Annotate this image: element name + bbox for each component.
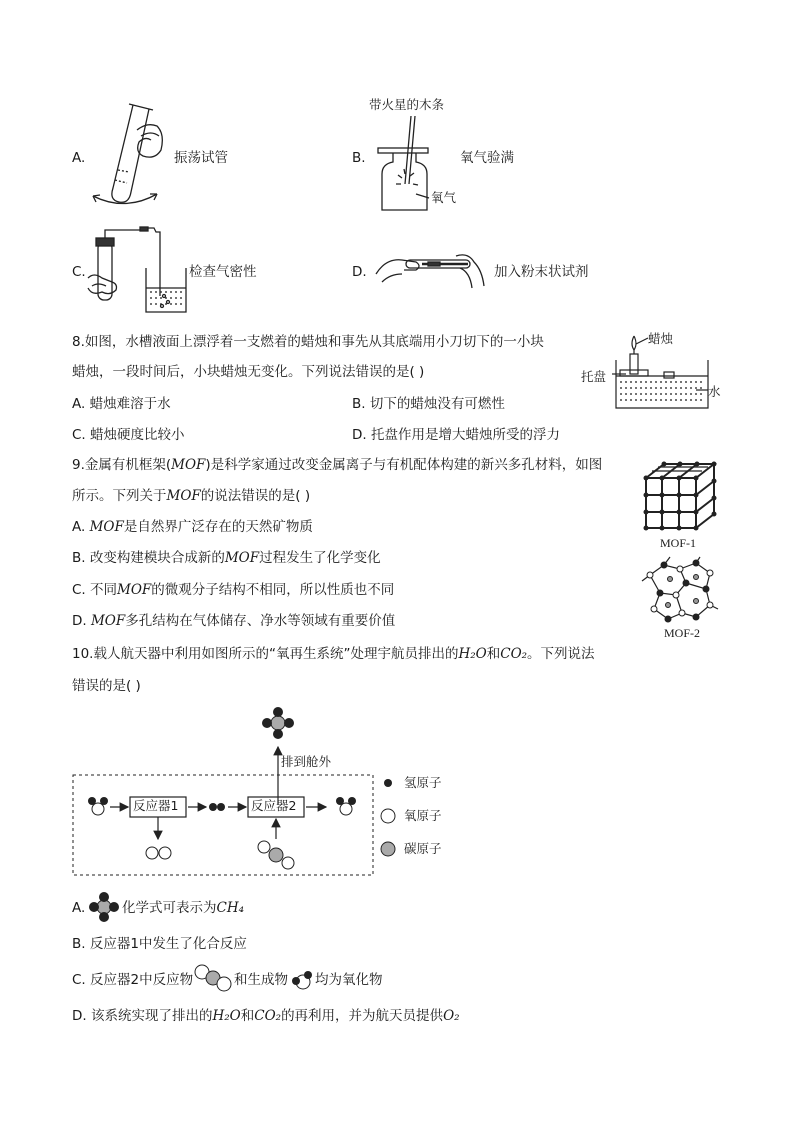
q10-stem-line1: 10.载人航天器中利用如图所示的“氧再生系统”处理宇航员排出的H₂O和CO₂。下列说法 [72,646,595,662]
water-label: 水 [708,384,721,399]
reactor-2-label: 反应器2 [251,798,297,813]
q8-option-a: A. 蜡烛难溶于水 [72,396,171,412]
q9-option-a: A. MOF是自然界广泛存在的天然矿物质 [72,519,313,535]
q8-stem-line2: 蜡烛，一段时间后，小块蜡烛无变化。下列说法错误的是( ) [72,364,425,380]
q10-option-b: B. 反应器1中发生了化合反应 [72,936,247,952]
q7-b-top-label: 带火星的木条 [369,97,445,112]
q7-option-c-letter: C. [72,264,86,280]
q9-option-c: C. 不同MOF的微观分子结构不相同，所以性质也不同 [72,582,395,598]
q9-stem-line1: 9.金属有机框架(MOF)是科学家通过改变金属离子与有机配体构建的新兴多孔材料，如图 [72,457,603,473]
q8-option-d: D. 托盘作用是增大蜡烛所受的浮力 [352,427,560,443]
q7-option-a-caption: 振荡试管 [174,150,228,166]
q10-option-c-end: 均为氧化物 [315,972,383,988]
q9-option-b: B. 改变构建模块合成新的MOF过程发生了化学变化 [72,550,381,566]
q9-stem-line2: 所示。下列关于MOF的说法错误的是( ) [72,488,311,504]
mof-1-label: MOF-1 [660,536,697,550]
candle-label: 蜡烛 [648,331,674,346]
airtightness-check-figure [88,226,198,320]
q7-option-b-letter: B. [352,150,366,166]
q10-option-a-text: 化学式可表示为CH₄ [122,900,245,916]
shake-test-tube-figure [85,100,170,212]
q7-option-d-caption: 加入粉末状试剂 [494,264,589,280]
q10-option-d: D. 该系统实现了排出的H₂O和CO₂的再利用，并为航天员提供O₂ [72,1008,460,1024]
q7-option-b-caption: 氧气验满 [460,150,514,166]
legend-hydrogen: 氢原子 [404,775,442,790]
carbon-dioxide-molecule-icon [194,964,234,992]
q10-option-a-letter: A. [72,900,86,916]
q7-option-a-letter: A. [72,150,86,166]
reactor-1-label: 反应器1 [133,798,179,813]
legend-carbon: 碳原子 [404,841,442,856]
q8-option-b: B. 切下的蜡烛没有可燃性 [352,396,505,412]
add-powder-figure [372,248,492,292]
legend-oxygen: 氧原子 [404,808,442,823]
q10-stem-line2: 错误的是( ) [72,678,141,694]
mof-2-label: MOF-2 [664,626,701,640]
q9-option-d: D. MOF多孔结构在气体储存、净水等领域有重要价值 [72,613,396,629]
q10-option-c-mid: 和生成物 [234,972,288,988]
q7-option-c-caption: 检查气密性 [189,264,257,280]
tray-label: 托盘 [581,369,607,384]
mof-1-lattice-figure [640,460,720,535]
q8-stem-line1: 8.如图，水槽液面上漂浮着一支燃着的蜡烛和事先从其底端用小刀切下的一小块 [72,334,544,350]
q7-b-gas-label: 氧气 [431,190,457,205]
q8-option-c: C. 蜡烛硬度比较小 [72,427,185,443]
water-molecule-icon [291,968,315,992]
q10-option-c-start: C. 反应器2中反应物 [72,972,194,988]
mof-2-structure-figure [640,555,720,625]
q7-option-d-letter: D. [352,264,367,280]
methane-molecule-icon [90,892,122,924]
vent-label: 排到舱外 [281,754,332,769]
